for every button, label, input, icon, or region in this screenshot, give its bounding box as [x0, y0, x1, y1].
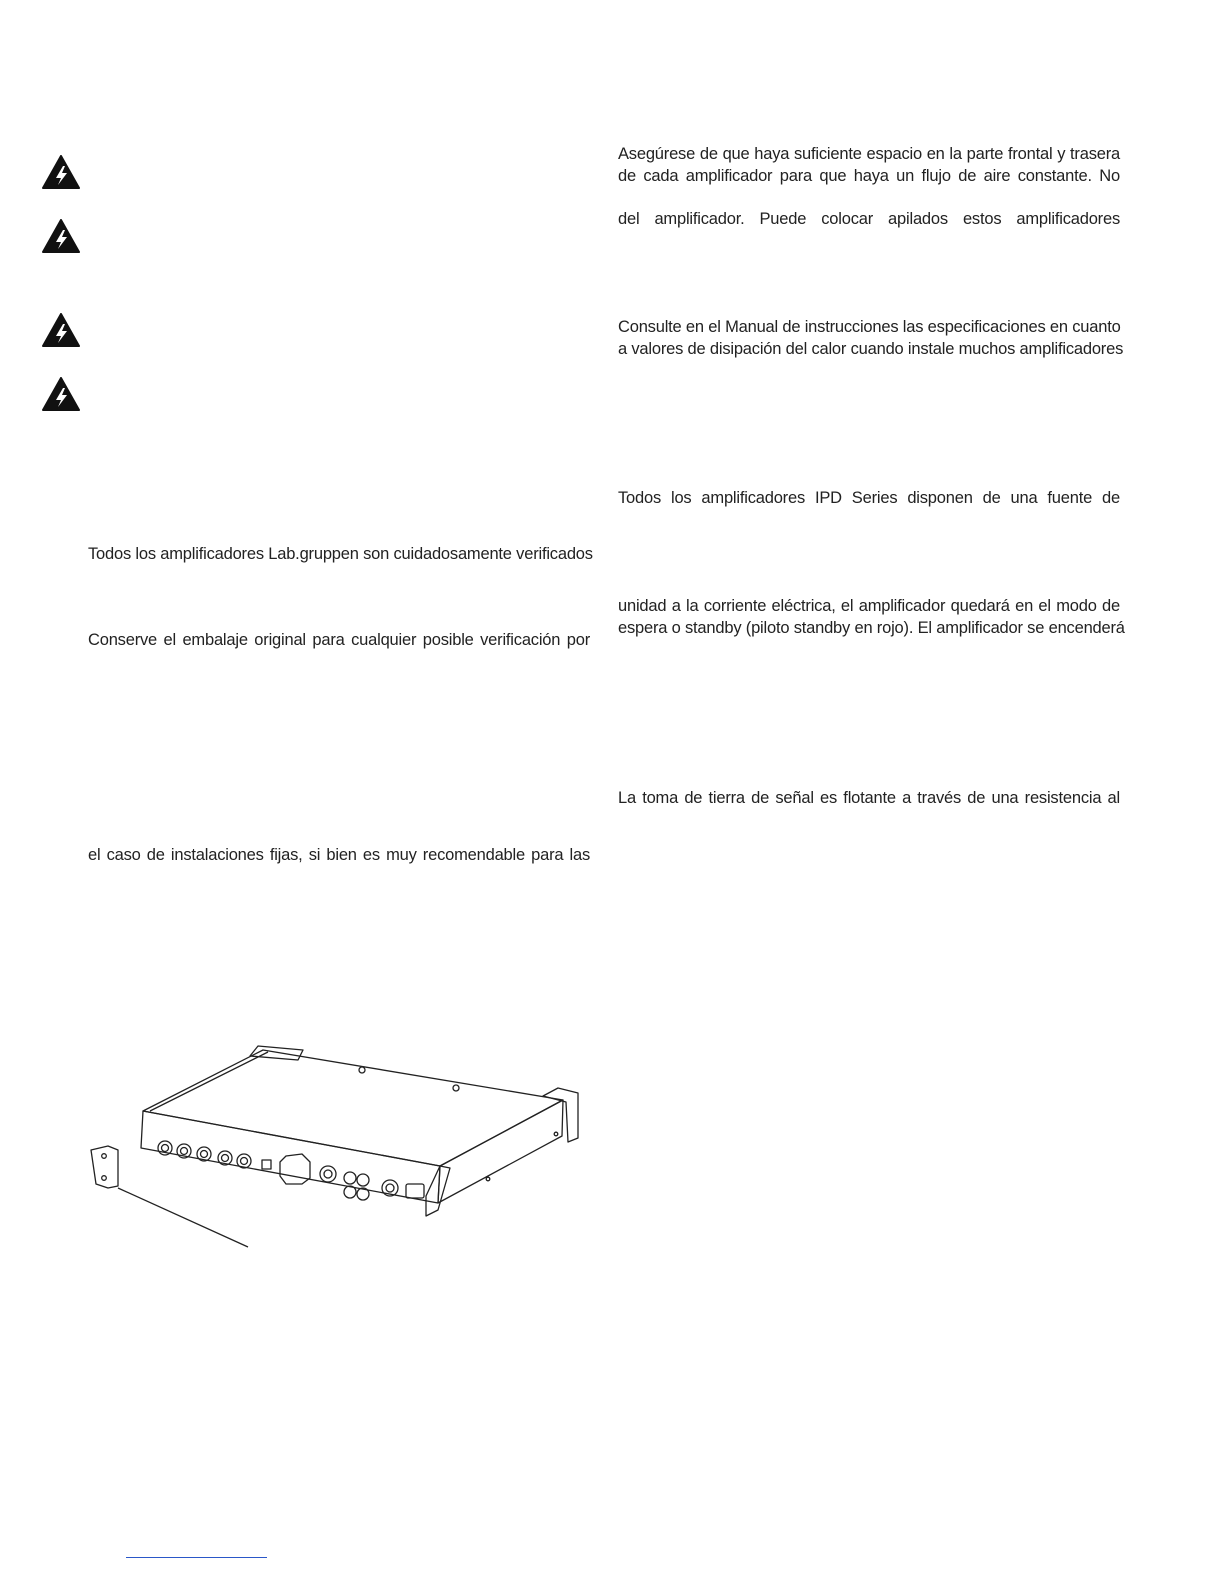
amplifier-rear-panel-illustration — [88, 1038, 590, 1253]
right-paragraph-line: Consulte en el Manual de instrucciones las especificaciones en cuanto — [618, 318, 1121, 336]
left-paragraph-line: Todos los amplificadores Lab.gruppen son cuidadosamente verificados — [88, 545, 593, 563]
right-paragraph-line: de cada amplificador para que haya un flujo de aire constante. No — [618, 167, 1120, 185]
electric-shock-warning-icon — [42, 313, 80, 347]
electric-shock-warning-icon — [42, 377, 80, 411]
electric-shock-warning-icon — [42, 155, 80, 189]
right-paragraph-line: Todos los amplificadores IPD Series disponen de una fuente de — [618, 489, 1120, 507]
right-paragraph-line: a valores de disipación del calor cuando instale muchos amplificadores — [618, 340, 1124, 358]
right-paragraph-line: Asegúrese de que haya suficiente espacio en la parte frontal y trasera — [618, 145, 1120, 163]
footer-link-rule — [126, 1557, 267, 1558]
electric-shock-warning-icon — [42, 219, 80, 253]
left-paragraph-line: el caso de instalaciones fijas, si bien es muy recomendable para las — [88, 846, 590, 864]
right-paragraph-line: La toma de tierra de señal es flotante a través de una resistencia al — [618, 789, 1120, 807]
left-paragraph-line: Conserve el embalaje original para cualquier posible verificación por — [88, 631, 590, 649]
right-paragraph-line: espera o standby (piloto standby en rojo). El amplificador se encenderá — [618, 619, 1125, 637]
right-paragraph-line: unidad a la corriente eléctrica, el amplificador quedará en el modo de — [618, 597, 1120, 615]
right-paragraph-line: del amplificador. Puede colocar apilados estos amplificadores — [618, 210, 1120, 228]
